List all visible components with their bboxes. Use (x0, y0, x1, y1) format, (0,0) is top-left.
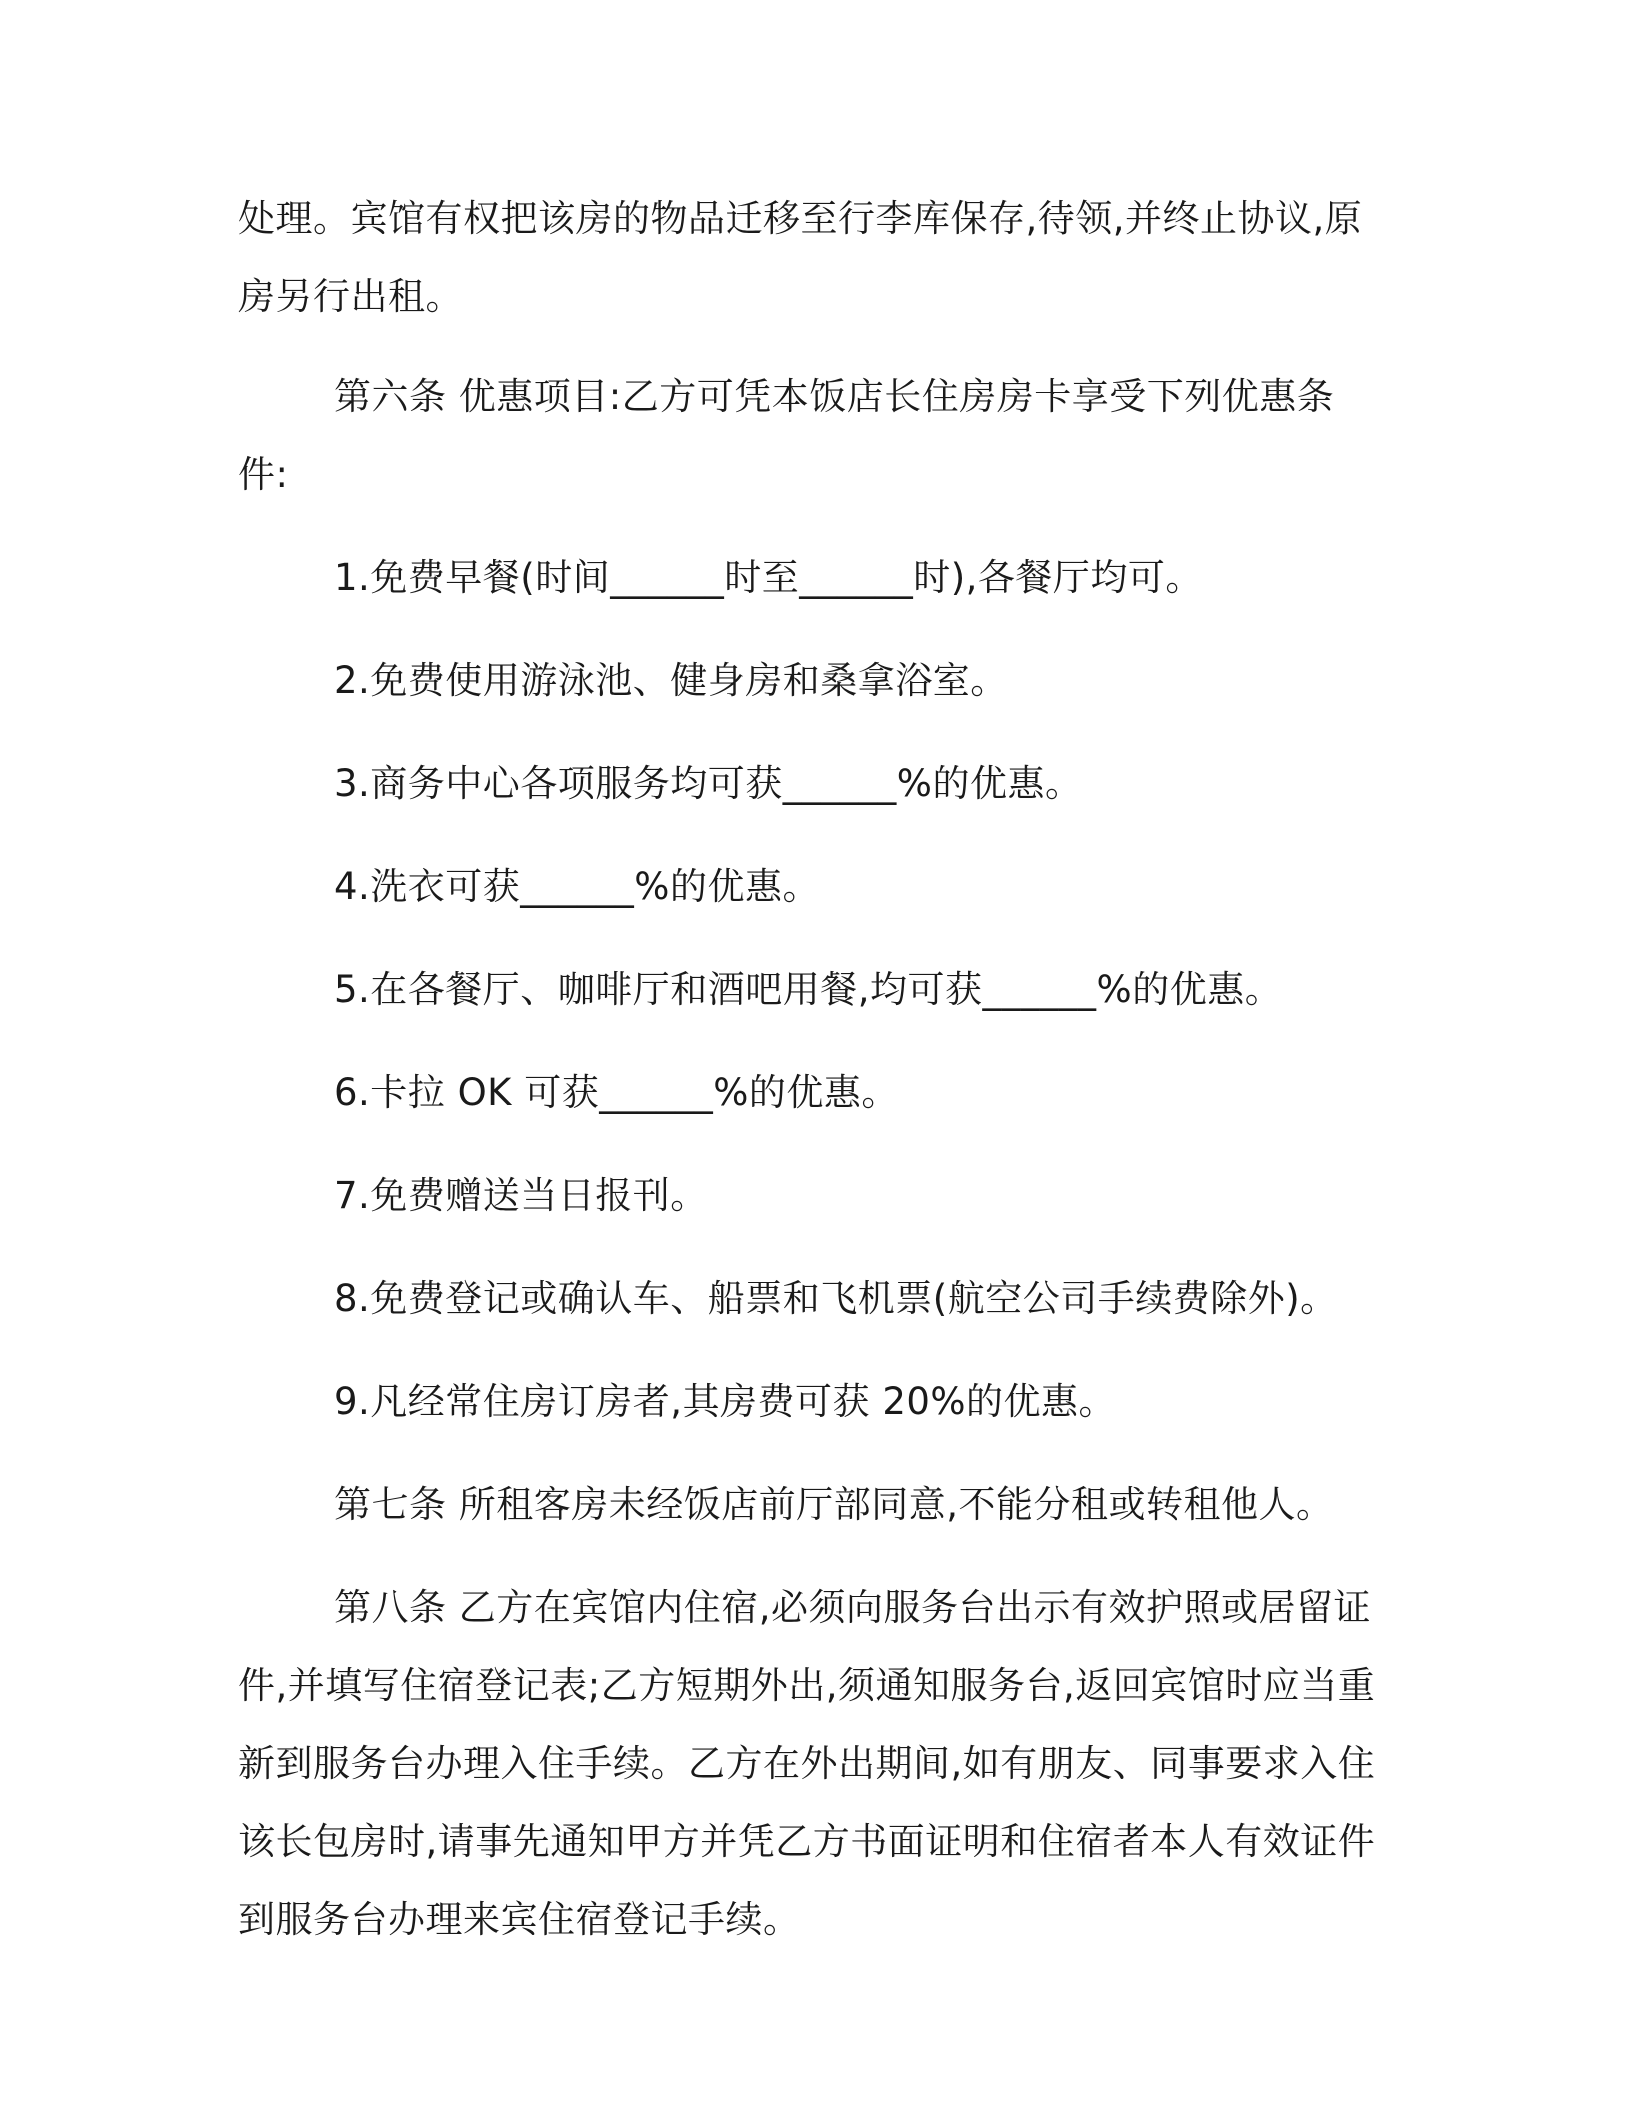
list-item-4: 4.洗衣可获______%的优惠。 (334, 865, 820, 908)
list-item-1: 1.免费早餐(时间______时至______时),各餐厅均可。 (334, 556, 1203, 599)
list-item-5: 5.在各餐厅、咖啡厅和酒吧用餐,均可获______%的优惠。 (334, 968, 1283, 1011)
article-7: 第七条 所租客房未经饭店前厅部同意,不能分租或转租他人。 (334, 1483, 1334, 1526)
paragraph-continuation: 处理。宾馆有权把该房的物品迁移至行李库保存,待领,并终止协议,原房另行出租。 (238, 197, 1363, 318)
list-item-9: 9.凡经常住房订房者,其房费可获 20%的优惠。 (334, 1380, 1117, 1423)
document-page (238, 180, 1378, 1984)
article-6-heading: 第六条 优惠项目:乙方可凭本饭店长住房房卡享受下列优惠条件: (238, 375, 1335, 496)
list-item-2: 2.免费使用游泳池、健身房和桑拿浴室。 (334, 659, 1008, 702)
list-item-7: 7.免费赠送当日报刊。 (334, 1174, 708, 1217)
article-8: 第八条 乙方在宾馆内住宿,必须向服务台出示有效护照或居留证件,并填写住宿登记表;乙方短期外出,须通知服务台,返回宾馆时应当重新到服务台办理入住手续。乙方在外出期间,如有朋友、同事要求入住该长包房时,请事先通知甲方并凭乙方书面证明和住宿者本人有效证件到服务台办理来宾住宿登记手续。 (238, 1586, 1376, 1941)
list-item-6: 6.卡拉 OK 可获______%的优惠。 (334, 1071, 899, 1114)
list-item-3: 3.商务中心各项服务均可获______%的优惠。 (334, 762, 1083, 805)
list-item-8: 8.免费登记或确认车、船票和飞机票(航空公司手续费除外)。 (334, 1277, 1338, 1320)
